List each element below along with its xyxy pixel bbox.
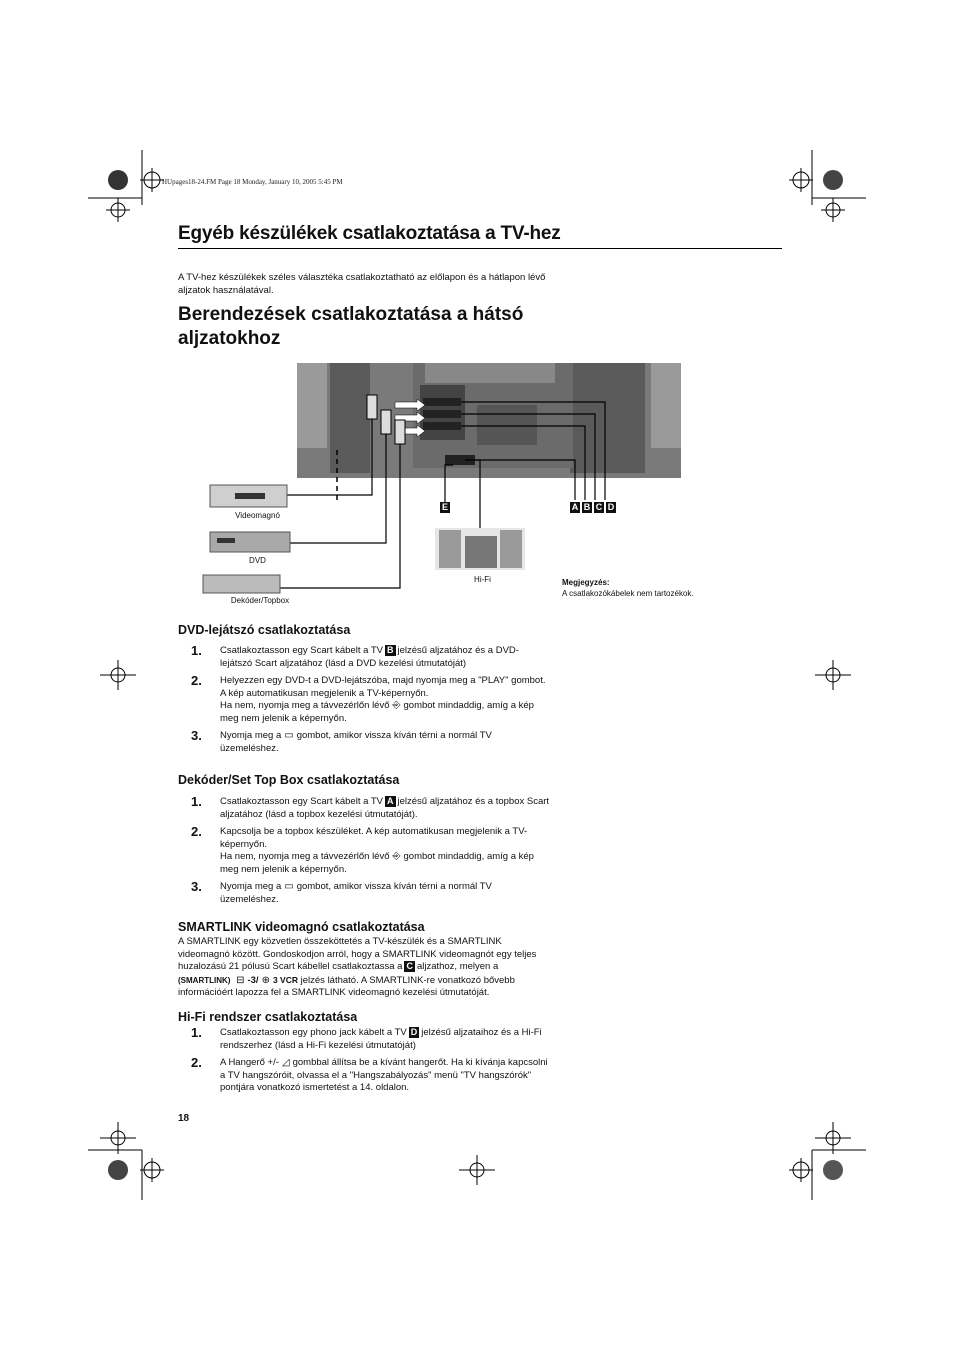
header-meta: HUpages18-24.FM Page 18 Monday, January 10, 2005 5:45 PM <box>162 178 343 186</box>
step-number: 3. <box>191 728 202 743</box>
paragraph-text: aljzathoz, melyen a <box>416 961 499 972</box>
step-text: Csatlakoztasson egy Scart kábelt a TV <box>220 645 383 656</box>
page-title: Egyéb készülékek csatlakoztatása a TV-hez <box>178 223 782 249</box>
step-number: 1. <box>191 1025 202 1040</box>
input-source-icon: ⎆ <box>392 700 401 711</box>
note-text: A csatlakozókábelek nem tartozékok. <box>562 589 694 598</box>
step-text: gombot mindaddig, amíg a kép meg nem jelenik a képernyőn. <box>220 851 534 875</box>
step-number: 1. <box>191 794 202 809</box>
decoder-caption: Dekóder/Topbox <box>230 596 290 605</box>
step-number: 2. <box>191 1055 202 1070</box>
step-text: gombbal állítsa be a kívánt hangerőt. Ha ki kívánja kapcsolni a TV hangszóróit, olvassa el a "Hangszabályozás" menü "TV hangszórók" pontjára vonatkozó ismertetést a 14. oldalon. <box>220 1057 548 1093</box>
dvd-step-3 <box>178 730 550 755</box>
hifi-heading: Hi-Fi rendszer csatlakoztatása <box>178 1010 358 1024</box>
jack-label: -3/ <box>247 974 259 986</box>
step-text: jelzésű aljzatához és a topbox Scart aljzatához (lásd a topbox kezelési útmutatóját). <box>220 796 550 820</box>
step-text: Csatlakoztasson egy Scart kábelt a TV <box>220 796 383 807</box>
input-source-icon: ⎆ <box>392 851 401 862</box>
volume-icon: ◿ <box>281 1057 290 1068</box>
step-text: jelzésű aljzatához és a DVD-lejátszó Scart aljzatához (lásd a DVD kezelési útmutatóját) <box>220 645 519 669</box>
connector-label-d: D <box>607 502 615 512</box>
tv-mode-icon: ▭ <box>284 730 294 741</box>
decoder-steps <box>178 796 550 911</box>
step-text: gombot, amikor vissza kíván térni a normál TV üzemeléshez. <box>220 881 492 905</box>
step-text: jelzésű aljzataihoz és a Hi-Fi rendszerhez (lásd a Hi-Fi kezelési útmutatóját) <box>220 1027 542 1051</box>
connector-label-a: A <box>571 502 579 512</box>
connector-box-icon: D <box>410 1027 418 1037</box>
step-text: Ha nem, nyomja meg a távvezérlőn lévő <box>220 851 390 862</box>
scart-jack-icon: ⊟ <box>236 974 245 986</box>
dvd-step-2 <box>178 675 550 725</box>
step-text: Nyomja meg a <box>220 881 282 892</box>
connector-box-icon: B <box>387 645 394 655</box>
intro-text: A TV-hez készülékek széles választéka csatlakoztatható az előlapon és a hátlapon lévő aljzatok használatával. <box>178 272 546 296</box>
decoder-device-image <box>203 575 280 593</box>
tv-mode-icon: ▭ <box>284 881 294 892</box>
step-number: 3. <box>191 879 202 894</box>
scart-jack-icon: ⊕ <box>261 974 270 986</box>
dvd-caption: DVD <box>249 556 266 565</box>
step-text: gombot, amikor vissza kíván térni a normál TV üzemeléshez. <box>220 730 492 754</box>
smartlink-text <box>178 936 550 1000</box>
step-text: Ha nem, nyomja meg a távvezérlőn lévő <box>220 700 390 711</box>
page-number: 18 <box>178 1113 190 1124</box>
hifi-step-1 <box>178 1027 550 1052</box>
connector-label-b: B <box>583 502 591 512</box>
section-title: Berendezések csatlakoztatása a hátsó aljzatokhoz <box>178 304 524 349</box>
smartlink-heading: SMARTLINK videomagnó csatlakoztatása <box>178 920 425 934</box>
connector-label-c: C <box>595 502 603 512</box>
decoder-step-2 <box>178 826 550 876</box>
dvd-heading: DVD-lejátszó csatlakoztatása <box>178 623 351 637</box>
connector-label-e: E <box>441 502 448 512</box>
decoder-step-3 <box>178 881 550 906</box>
step-text: Nyomja meg a <box>220 730 282 741</box>
step-number: 2. <box>191 824 202 839</box>
step-text: Helyezzen egy DVD-t a DVD-lejátszóba, majd nyomja meg a "PLAY" gombot. A kép automatikusan megjelenik a TV-képernyőn. <box>220 675 546 699</box>
step-text: Kapcsolja be a topbox készüléket. A kép automatikusan megjelenik a TV-képernyőn. <box>220 826 528 850</box>
step-number: 2. <box>191 673 202 688</box>
hifi-caption: Hi-Fi <box>474 575 491 584</box>
connection-diagram <box>195 360 695 610</box>
connector-box-icon: C <box>406 961 413 971</box>
note-title: Megjegyzés: <box>562 578 610 587</box>
connector-box-icon: A <box>387 796 394 806</box>
paragraph-text: A SMARTLINK egy közvetlen összeköttetés a TV-készülék és a SMARTLINK videomagnó között. Gondoskodjon arról, hogy a SMARTLINK videomagnót egy teljes huzalozású 21 pólusú Scart kábellel csatlakoztassa a <box>178 936 537 972</box>
step-text: gombot mindaddig, amíg a kép meg nem jelenik a képernyőn. <box>220 700 534 724</box>
step-text: A Hangerő +/- <box>220 1057 279 1068</box>
step-number: 1. <box>191 643 202 658</box>
jack-label: 3 VCR <box>272 974 298 985</box>
paragraph-text: jelzés látható. A SMARTLINK-re vonatkozó bővebb információért lapozza fel a SMARTLINK videomagnó kezelési útmutatóját. <box>178 974 515 998</box>
dvd-steps <box>178 645 550 760</box>
decoder-heading: Dekóder/Set Top Box csatlakoztatása <box>178 773 400 787</box>
smartlink-tag: (SMARTLINK) <box>178 975 231 985</box>
vcr-caption: Videomagnó <box>235 511 280 520</box>
dvd-step-1 <box>178 645 550 670</box>
step-text: Csatlakoztasson egy phono jack kábelt a TV <box>220 1027 407 1038</box>
hifi-step-2 <box>178 1057 550 1095</box>
hifi-steps <box>178 1027 550 1100</box>
decoder-step-1 <box>178 796 550 821</box>
